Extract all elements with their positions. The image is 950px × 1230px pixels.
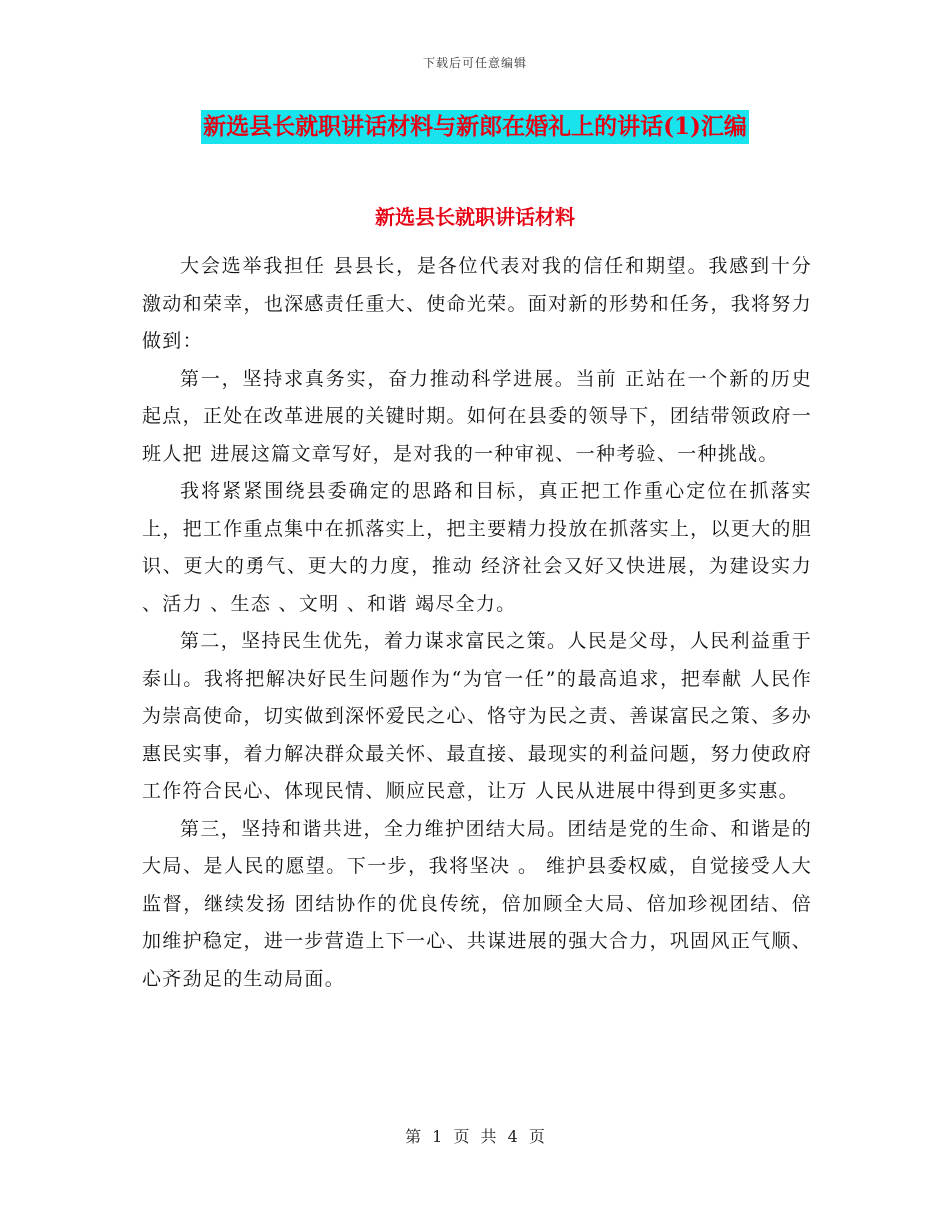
document-title: 新选县长就职讲话材料与新郎在婚礼上的讲话(1)汇编 (201, 110, 749, 144)
paragraph: 大会选举我担任 县县长，是各位代表对我的信任和期望。我感到十分激动和荣幸，也深感责任重大、使命光荣。面对新的形势和任务，我将努力做到： (142, 255, 812, 352)
header-note: 下载后可任意编辑 (422, 56, 527, 70)
paragraph: 第一，坚持求真务实，奋力推动科学进展。当前 正站在一个新的历史起点，正处在改革进展的关键时期。如何在县委的领导下，团结带领政府一班人把 进展这篇文章写好，是对我的一种审视、一种考验、一种挑战。 (142, 367, 812, 465)
paragraph: 我将紧紧围绕县委确定的思路和目标，真正把工作重心定位在抓落实上，把工作重点集中在抓落实上，把主要精力投放在抓落实上，以更大的胆识、更大的勇气、更大的力度，推动 经济社会又好又快进展，为建设实力 、活力 、生态 、文明 、和谐 竭尽全力。 (142, 480, 812, 615)
page-number: 第 1 页 共 4 页 (405, 1127, 545, 1146)
paragraph: 第三，坚持和谐共进，全力维护团结大局。团结是党的生命、和谐是的大局、是人民的愿望。下一步，我将坚决 。 维护县委权威，自觉接受人大监督，继续发扬 团结协作的优良传统，倍加顾全大局、倍加珍视团结、倍加维护稳定，进一步营造上下一心、共谋进展的强大合力，巩固风正气顺、心齐劲足的生动局面。 (142, 817, 812, 990)
document-body (142, 248, 812, 998)
section-title: 新选县长就职讲话材料 (375, 205, 575, 229)
document-title-container (0, 110, 950, 144)
paragraph: 第二，坚持民生优先，着力谋求富民之策。人民是父母，人民利益重于泰山。我将把解决好民生问题作为“为官一任”的最高追求，把奉献 人民作为崇高使命，切实做到深怀爱民之心、恪守为民之责、善谋富民之策、多办惠民实事，着力解决群众最关怀、最直接、最现实的利益问题，努力使政府工作符合民心、体现民情、顺应民意，让万 人民从进展中得到更多实惠。 (142, 630, 812, 802)
